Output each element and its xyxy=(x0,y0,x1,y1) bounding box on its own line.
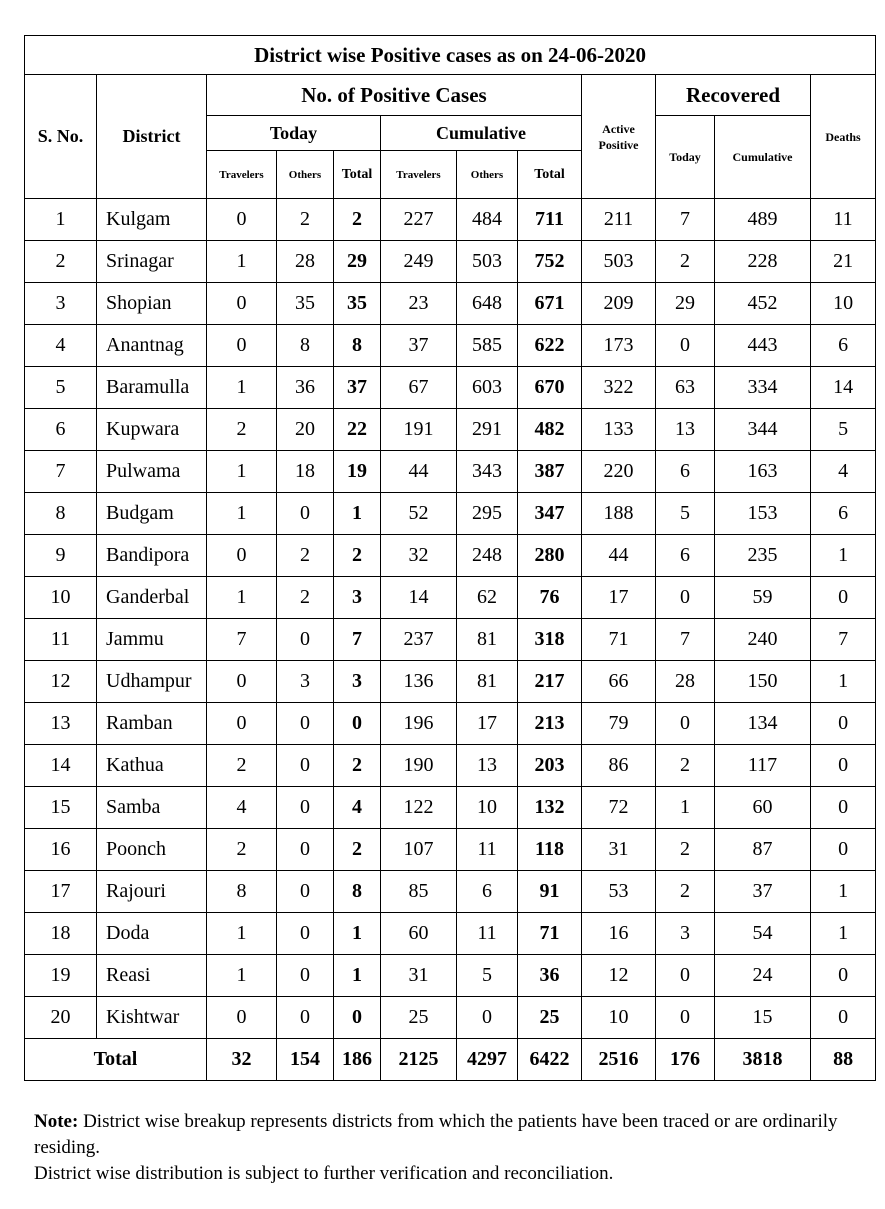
cell-cum-others: 11 xyxy=(457,829,518,871)
cell-district: Ramban xyxy=(97,703,207,745)
total-deaths: 88 xyxy=(811,1039,876,1081)
cell-district: Rajouri xyxy=(97,871,207,913)
cell-today-others: 0 xyxy=(277,619,334,661)
total-cum-travelers: 2125 xyxy=(381,1039,457,1081)
cell-today-total: 4 xyxy=(334,787,381,829)
cell-today-total: 2 xyxy=(334,829,381,871)
cell-cum-others: 343 xyxy=(457,451,518,493)
cell-cum-total: 213 xyxy=(518,703,582,745)
cell-cum-total: 91 xyxy=(518,871,582,913)
cell-active: 16 xyxy=(582,913,656,955)
cell-district: Reasi xyxy=(97,955,207,997)
cell-today-total: 1 xyxy=(334,913,381,955)
cell-today-others: 2 xyxy=(277,199,334,241)
note-label: Note: xyxy=(34,1111,79,1132)
cell-today-total: 2 xyxy=(334,745,381,787)
cell-cum-travelers: 190 xyxy=(381,745,457,787)
cell-active: 53 xyxy=(582,871,656,913)
cell-active: 503 xyxy=(582,241,656,283)
cell-deaths: 0 xyxy=(811,703,876,745)
header-today-others: Others xyxy=(277,151,334,199)
cell-district: Udhampur xyxy=(97,661,207,703)
header-sno: S. No. xyxy=(25,75,97,199)
cell-recovered-today: 63 xyxy=(656,367,715,409)
cell-today-others: 28 xyxy=(277,241,334,283)
cell-today-others: 36 xyxy=(277,367,334,409)
cell-cum-total: 25 xyxy=(518,997,582,1039)
cell-today-total: 0 xyxy=(334,703,381,745)
table-row xyxy=(25,619,876,661)
cell-active: 17 xyxy=(582,577,656,619)
header-cumulative: Cumulative xyxy=(381,116,582,151)
cell-cum-others: 0 xyxy=(457,997,518,1039)
cell-cum-travelers: 85 xyxy=(381,871,457,913)
cell-active: 44 xyxy=(582,535,656,577)
cell-recovered-today: 3 xyxy=(656,913,715,955)
cell-recovered-cumulative: 163 xyxy=(715,451,811,493)
cell-cum-others: 484 xyxy=(457,199,518,241)
cell-cum-others: 13 xyxy=(457,745,518,787)
cell-today-total: 3 xyxy=(334,577,381,619)
cell-recovered-today: 28 xyxy=(656,661,715,703)
cell-district: Bandipora xyxy=(97,535,207,577)
cell-recovered-cumulative: 134 xyxy=(715,703,811,745)
cell-cum-others: 5 xyxy=(457,955,518,997)
cell-today-travelers: 4 xyxy=(207,787,277,829)
cell-recovered-today: 0 xyxy=(656,325,715,367)
cell-sno: 13 xyxy=(25,703,97,745)
cell-recovered-cumulative: 235 xyxy=(715,535,811,577)
cell-cum-others: 291 xyxy=(457,409,518,451)
cell-cum-others: 648 xyxy=(457,283,518,325)
cell-cum-total: 76 xyxy=(518,577,582,619)
cell-cum-travelers: 44 xyxy=(381,451,457,493)
cell-district: Kishtwar xyxy=(97,997,207,1039)
cell-cum-others: 10 xyxy=(457,787,518,829)
cell-recovered-today: 29 xyxy=(656,283,715,325)
cell-cum-travelers: 52 xyxy=(381,493,457,535)
cell-recovered-cumulative: 150 xyxy=(715,661,811,703)
cell-today-travelers: 1 xyxy=(207,451,277,493)
cell-cum-travelers: 31 xyxy=(381,955,457,997)
cell-cum-total: 318 xyxy=(518,619,582,661)
cell-cum-travelers: 237 xyxy=(381,619,457,661)
cell-district: Kathua xyxy=(97,745,207,787)
cell-cum-others: 6 xyxy=(457,871,518,913)
cell-recovered-today: 0 xyxy=(656,997,715,1039)
cell-cum-total: 118 xyxy=(518,829,582,871)
table-body xyxy=(25,199,876,1039)
cell-deaths: 0 xyxy=(811,829,876,871)
cell-cum-total: 622 xyxy=(518,325,582,367)
header-cum-total: Total xyxy=(518,151,582,199)
cell-active: 133 xyxy=(582,409,656,451)
cell-sno: 14 xyxy=(25,745,97,787)
cell-cum-travelers: 136 xyxy=(381,661,457,703)
cell-district: Shopian xyxy=(97,283,207,325)
cell-today-travelers: 2 xyxy=(207,829,277,871)
cell-recovered-cumulative: 489 xyxy=(715,199,811,241)
cell-cum-travelers: 60 xyxy=(381,913,457,955)
cell-today-travelers: 1 xyxy=(207,493,277,535)
cell-active: 211 xyxy=(582,199,656,241)
cell-today-total: 35 xyxy=(334,283,381,325)
cell-recovered-today: 1 xyxy=(656,787,715,829)
cell-cum-total: 71 xyxy=(518,913,582,955)
cell-district: Jammu xyxy=(97,619,207,661)
cell-recovered-cumulative: 15 xyxy=(715,997,811,1039)
table-row xyxy=(25,955,876,997)
cell-cum-travelers: 67 xyxy=(381,367,457,409)
cell-cum-travelers: 23 xyxy=(381,283,457,325)
cell-district: Budgam xyxy=(97,493,207,535)
cell-today-travelers: 0 xyxy=(207,535,277,577)
active-line1: Active xyxy=(602,121,635,136)
cell-today-travelers: 7 xyxy=(207,619,277,661)
cell-cum-others: 585 xyxy=(457,325,518,367)
cell-sno: 4 xyxy=(25,325,97,367)
note xyxy=(34,1109,874,1187)
cell-today-travelers: 2 xyxy=(207,409,277,451)
cell-today-others: 3 xyxy=(277,661,334,703)
header-positive-cases: No. of Positive Cases xyxy=(207,75,582,116)
table-row xyxy=(25,787,876,829)
total-today-others: 154 xyxy=(277,1039,334,1081)
header-recovered-cumulative: Cumulative xyxy=(715,116,811,199)
cell-today-others: 0 xyxy=(277,787,334,829)
cell-today-travelers: 0 xyxy=(207,325,277,367)
table-row xyxy=(25,913,876,955)
cell-cum-travelers: 25 xyxy=(381,997,457,1039)
cell-deaths: 7 xyxy=(811,619,876,661)
cell-deaths: 6 xyxy=(811,325,876,367)
cell-cum-others: 295 xyxy=(457,493,518,535)
cell-cum-travelers: 191 xyxy=(381,409,457,451)
cell-deaths: 0 xyxy=(811,577,876,619)
cell-deaths: 5 xyxy=(811,409,876,451)
cell-recovered-cumulative: 452 xyxy=(715,283,811,325)
cell-recovered-cumulative: 87 xyxy=(715,829,811,871)
cell-recovered-today: 0 xyxy=(656,703,715,745)
cell-cum-total: 203 xyxy=(518,745,582,787)
cell-today-total: 2 xyxy=(334,199,381,241)
cell-deaths: 1 xyxy=(811,871,876,913)
cell-recovered-cumulative: 153 xyxy=(715,493,811,535)
cell-active: 188 xyxy=(582,493,656,535)
cell-deaths: 6 xyxy=(811,493,876,535)
total-recovered-today: 176 xyxy=(656,1039,715,1081)
cell-active: 209 xyxy=(582,283,656,325)
cell-active: 173 xyxy=(582,325,656,367)
cell-recovered-today: 7 xyxy=(656,199,715,241)
table-row xyxy=(25,283,876,325)
active-line2: Positive xyxy=(598,137,639,152)
note-text1: District wise breakup represents districts from which the patients have been traced or are ordinarily residing. xyxy=(34,1111,838,1158)
cell-cum-others: 81 xyxy=(457,661,518,703)
cell-today-others: 0 xyxy=(277,913,334,955)
header-recovered-today: Today xyxy=(656,116,715,199)
cell-cum-others: 62 xyxy=(457,577,518,619)
header-today: Today xyxy=(207,116,381,151)
cell-deaths: 4 xyxy=(811,451,876,493)
cell-sno: 1 xyxy=(25,199,97,241)
cell-cum-travelers: 196 xyxy=(381,703,457,745)
cell-sno: 20 xyxy=(25,997,97,1039)
cell-sno: 2 xyxy=(25,241,97,283)
cell-active: 71 xyxy=(582,619,656,661)
cell-today-total: 0 xyxy=(334,997,381,1039)
table-title: District wise Positive cases as on 24-06-2020 xyxy=(25,36,876,75)
cell-today-total: 29 xyxy=(334,241,381,283)
cell-active: 79 xyxy=(582,703,656,745)
cell-cum-travelers: 107 xyxy=(381,829,457,871)
table-row xyxy=(25,241,876,283)
table-row xyxy=(25,451,876,493)
cell-recovered-today: 2 xyxy=(656,829,715,871)
header-active-positive xyxy=(582,75,656,199)
cell-deaths: 10 xyxy=(811,283,876,325)
total-row xyxy=(25,1039,876,1081)
total-today-total: 186 xyxy=(334,1039,381,1081)
header-today-travelers: Travelers xyxy=(207,151,277,199)
note-line1 xyxy=(34,1109,874,1161)
cell-district: Anantnag xyxy=(97,325,207,367)
cell-sno: 10 xyxy=(25,577,97,619)
table-row xyxy=(25,745,876,787)
cell-cum-others: 603 xyxy=(457,367,518,409)
cell-today-others: 20 xyxy=(277,409,334,451)
cell-recovered-today: 6 xyxy=(656,535,715,577)
cell-sno: 11 xyxy=(25,619,97,661)
cell-district: Kupwara xyxy=(97,409,207,451)
total-today-travelers: 32 xyxy=(207,1039,277,1081)
cell-today-total: 1 xyxy=(334,955,381,997)
cell-recovered-today: 0 xyxy=(656,577,715,619)
cell-recovered-cumulative: 117 xyxy=(715,745,811,787)
cell-recovered-cumulative: 24 xyxy=(715,955,811,997)
cell-sno: 9 xyxy=(25,535,97,577)
cell-recovered-cumulative: 344 xyxy=(715,409,811,451)
cell-cum-total: 132 xyxy=(518,787,582,829)
cell-today-travelers: 1 xyxy=(207,955,277,997)
cell-today-total: 1 xyxy=(334,493,381,535)
cell-cum-travelers: 249 xyxy=(381,241,457,283)
cell-sno: 6 xyxy=(25,409,97,451)
cell-active: 10 xyxy=(582,997,656,1039)
total-cum-total: 6422 xyxy=(518,1039,582,1081)
cell-today-total: 37 xyxy=(334,367,381,409)
cell-cum-total: 217 xyxy=(518,661,582,703)
cell-today-others: 0 xyxy=(277,703,334,745)
cell-district: Doda xyxy=(97,913,207,955)
cell-recovered-today: 0 xyxy=(656,955,715,997)
cell-cum-others: 11 xyxy=(457,913,518,955)
cell-cum-total: 36 xyxy=(518,955,582,997)
cell-sno: 15 xyxy=(25,787,97,829)
cell-today-travelers: 1 xyxy=(207,913,277,955)
cell-active: 66 xyxy=(582,661,656,703)
cell-today-travelers: 0 xyxy=(207,661,277,703)
cell-active: 86 xyxy=(582,745,656,787)
cell-sno: 19 xyxy=(25,955,97,997)
cell-deaths: 1 xyxy=(811,535,876,577)
cell-active: 31 xyxy=(582,829,656,871)
cell-sno: 7 xyxy=(25,451,97,493)
note-line2: District wise distribution is subject to further verification and reconciliation. xyxy=(34,1163,614,1184)
cell-cum-travelers: 37 xyxy=(381,325,457,367)
cell-today-others: 0 xyxy=(277,871,334,913)
cell-today-travelers: 1 xyxy=(207,367,277,409)
table-row xyxy=(25,199,876,241)
cell-sno: 17 xyxy=(25,871,97,913)
cell-today-others: 0 xyxy=(277,997,334,1039)
cell-recovered-cumulative: 240 xyxy=(715,619,811,661)
cell-today-total: 8 xyxy=(334,325,381,367)
cell-deaths: 1 xyxy=(811,661,876,703)
cell-today-total: 3 xyxy=(334,661,381,703)
cell-cum-others: 17 xyxy=(457,703,518,745)
header-recovered: Recovered xyxy=(656,75,811,116)
total-recovered-cumulative: 3818 xyxy=(715,1039,811,1081)
table-row xyxy=(25,703,876,745)
cell-cum-total: 671 xyxy=(518,283,582,325)
cell-active: 322 xyxy=(582,367,656,409)
cell-sno: 16 xyxy=(25,829,97,871)
cell-deaths: 14 xyxy=(811,367,876,409)
cell-cum-total: 670 xyxy=(518,367,582,409)
table-row xyxy=(25,661,876,703)
cell-cum-others: 248 xyxy=(457,535,518,577)
cell-district: Samba xyxy=(97,787,207,829)
cell-today-others: 0 xyxy=(277,493,334,535)
cases-table xyxy=(24,35,876,1081)
cell-today-total: 8 xyxy=(334,871,381,913)
cell-cum-total: 347 xyxy=(518,493,582,535)
cell-today-others: 0 xyxy=(277,955,334,997)
cell-cum-total: 280 xyxy=(518,535,582,577)
cell-recovered-cumulative: 443 xyxy=(715,325,811,367)
cell-cum-total: 711 xyxy=(518,199,582,241)
cell-district: Poonch xyxy=(97,829,207,871)
table-row xyxy=(25,409,876,451)
cell-cum-travelers: 32 xyxy=(381,535,457,577)
cell-today-others: 2 xyxy=(277,577,334,619)
cell-today-others: 0 xyxy=(277,829,334,871)
table-row xyxy=(25,577,876,619)
cell-today-travelers: 0 xyxy=(207,703,277,745)
cell-cum-travelers: 227 xyxy=(381,199,457,241)
cell-sno: 5 xyxy=(25,367,97,409)
cell-sno: 8 xyxy=(25,493,97,535)
cell-cum-total: 387 xyxy=(518,451,582,493)
cell-cum-travelers: 14 xyxy=(381,577,457,619)
cell-recovered-cumulative: 334 xyxy=(715,367,811,409)
cell-today-total: 7 xyxy=(334,619,381,661)
cell-today-travelers: 1 xyxy=(207,241,277,283)
total-label: Total xyxy=(25,1039,207,1081)
header-cum-travelers: Travelers xyxy=(381,151,457,199)
cell-today-travelers: 0 xyxy=(207,199,277,241)
cell-district: Baramulla xyxy=(97,367,207,409)
cell-recovered-today: 6 xyxy=(656,451,715,493)
cell-recovered-cumulative: 59 xyxy=(715,577,811,619)
cell-cum-total: 752 xyxy=(518,241,582,283)
cell-recovered-today: 5 xyxy=(656,493,715,535)
cell-deaths: 11 xyxy=(811,199,876,241)
cell-cum-others: 503 xyxy=(457,241,518,283)
header-district: District xyxy=(97,75,207,199)
table-row xyxy=(25,997,876,1039)
cell-today-travelers: 1 xyxy=(207,577,277,619)
cell-today-others: 8 xyxy=(277,325,334,367)
cell-sno: 3 xyxy=(25,283,97,325)
cell-deaths: 0 xyxy=(811,997,876,1039)
cell-recovered-cumulative: 228 xyxy=(715,241,811,283)
cell-today-others: 18 xyxy=(277,451,334,493)
table-row xyxy=(25,325,876,367)
cell-recovered-cumulative: 54 xyxy=(715,913,811,955)
cell-recovered-cumulative: 60 xyxy=(715,787,811,829)
header-cum-others: Others xyxy=(457,151,518,199)
cell-recovered-today: 13 xyxy=(656,409,715,451)
cell-deaths: 1 xyxy=(811,913,876,955)
cell-district: Ganderbal xyxy=(97,577,207,619)
cell-recovered-cumulative: 37 xyxy=(715,871,811,913)
cell-cum-travelers: 122 xyxy=(381,787,457,829)
total-active: 2516 xyxy=(582,1039,656,1081)
cell-district: Pulwama xyxy=(97,451,207,493)
cell-today-total: 22 xyxy=(334,409,381,451)
cell-today-others: 2 xyxy=(277,535,334,577)
cell-today-others: 0 xyxy=(277,745,334,787)
cell-today-travelers: 0 xyxy=(207,283,277,325)
cell-recovered-today: 2 xyxy=(656,745,715,787)
cell-active: 12 xyxy=(582,955,656,997)
table-row xyxy=(25,829,876,871)
table-row xyxy=(25,367,876,409)
cell-active: 72 xyxy=(582,787,656,829)
cell-today-total: 19 xyxy=(334,451,381,493)
cell-cum-others: 81 xyxy=(457,619,518,661)
cell-today-travelers: 0 xyxy=(207,997,277,1039)
total-cum-others: 4297 xyxy=(457,1039,518,1081)
cell-deaths: 21 xyxy=(811,241,876,283)
cell-today-travelers: 8 xyxy=(207,871,277,913)
header-today-total: Total xyxy=(334,151,381,199)
cell-sno: 18 xyxy=(25,913,97,955)
cell-recovered-today: 2 xyxy=(656,241,715,283)
cell-deaths: 0 xyxy=(811,787,876,829)
cell-district: Kulgam xyxy=(97,199,207,241)
cell-deaths: 0 xyxy=(811,745,876,787)
cell-district: Srinagar xyxy=(97,241,207,283)
cell-recovered-today: 7 xyxy=(656,619,715,661)
table-row xyxy=(25,535,876,577)
table-row xyxy=(25,871,876,913)
cell-deaths: 0 xyxy=(811,955,876,997)
cell-cum-total: 482 xyxy=(518,409,582,451)
cell-recovered-today: 2 xyxy=(656,871,715,913)
cell-today-others: 35 xyxy=(277,283,334,325)
cell-today-travelers: 2 xyxy=(207,745,277,787)
header-deaths: Deaths xyxy=(811,75,876,199)
cell-sno: 12 xyxy=(25,661,97,703)
table-row xyxy=(25,493,876,535)
cell-today-total: 2 xyxy=(334,535,381,577)
cell-active: 220 xyxy=(582,451,656,493)
